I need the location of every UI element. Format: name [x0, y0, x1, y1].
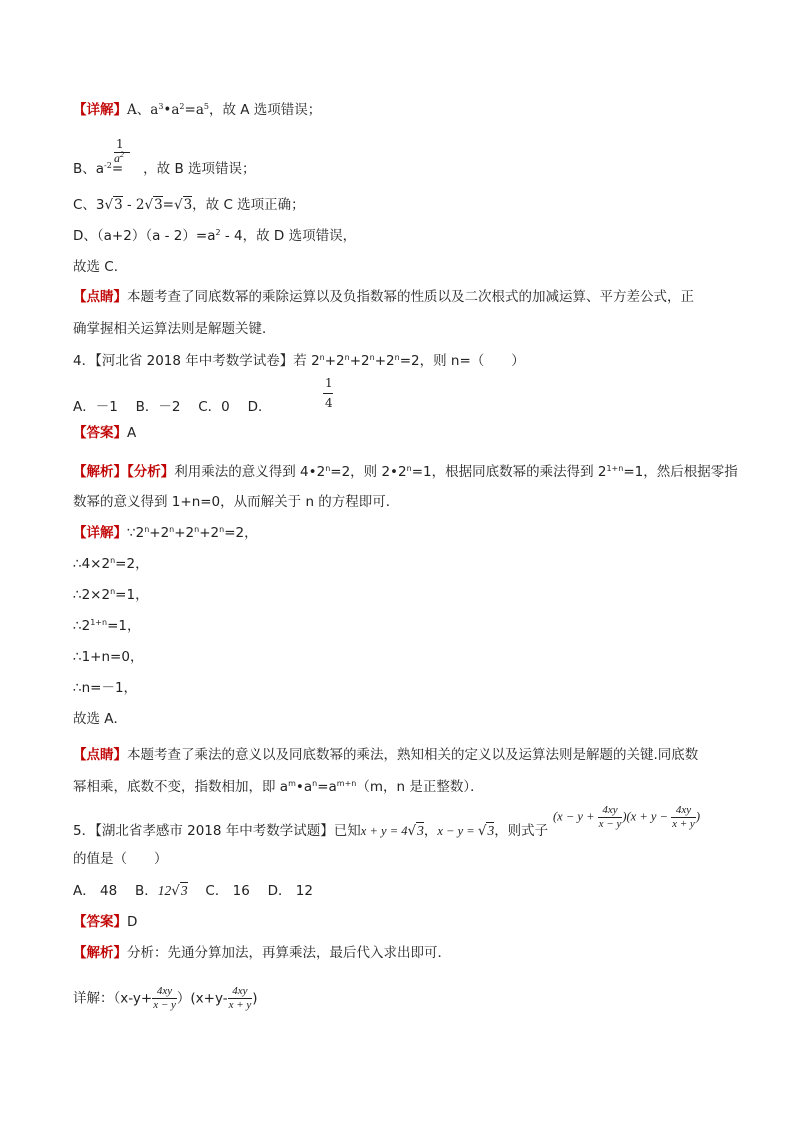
q5-title-line2: 的值是（ ） — [73, 851, 168, 867]
q5-title: 5．【湖北省孝感市 2018 年中考数学试题】已知x + y = 4√3，x − y = √3，则式子 — [73, 823, 549, 839]
q4-analysis-line1: 【解析】【分析】利用乘法的意义得到 $4•2^n=2$，则 $2•2^n=1$，根据同底数幂的乘法得到 $2^{1+n}=1$，然后根据零指 — [73, 464, 738, 480]
q4-options: A．－1 B．－2 C．0 D． — [73, 399, 272, 415]
analyze-tag: 【分析】 — [127, 464, 175, 480]
q5-detail: 详解：（x-y+ $\frac{4xy}{x - y}$ ）(x+y- $\frac{4xy}{x + y}$ ) — [73, 985, 258, 1011]
q5-answer: 【答案】D — [73, 914, 138, 930]
q4-step2: $\therefore 2\times 2^n=1$， — [73, 587, 149, 603]
answer-tag: 【答案】 — [73, 914, 127, 930]
q3-b-fraction-denominator: $a^2$ — [114, 150, 124, 165]
q4-title: 4．【河北省 2018 年中考数学试卷】若 $2^n+2^n+2^n+2^n=2$，则 n=（ ） — [73, 353, 525, 369]
detail-tag: 【详解】 — [73, 525, 127, 541]
q3-comment-line1: 【点睛】本题考查了同底数幂的乘除运算以及负指数幂的性质以及二次根式的加减运算、平方差公式，正 — [73, 289, 694, 305]
detail-tag: 【详解】 — [73, 102, 127, 118]
q3-option-d-detail: D、$(a+2)(a - 2)=a^2 - 4$，故 D 选项错误， — [73, 228, 357, 244]
q3-option-a-detail: 【详解】A、$a^3•a^2=a^5$，故 A 选项错误； — [73, 102, 322, 118]
analysis-tag: 【解析】 — [73, 945, 127, 961]
q5-expression: (x − y + $\frac{4xy}{x - y}$ )(x + y − $\frac{4xy}{x + y}$ ) — [553, 804, 700, 830]
q3-comment-line2: 确掌握相关运算法则是解题关键． — [73, 321, 276, 337]
q4-option-d-denominator: 4 — [325, 396, 333, 410]
q5-analysis: 【解析】分析：先通分算加法，再算乘法，最后代入求出即可． — [73, 945, 451, 961]
analysis-tag: 【解析】 — [73, 464, 127, 480]
q4-step1: $\therefore 4\times 2^n=2$， — [73, 556, 149, 572]
q4-choice: 故选 A． — [73, 711, 128, 727]
q4-comment-line2: 幂相乘，底数不变，指数相加，即 $a^m•a^n=a^{m+n}(m$，n 是正整数）． — [73, 779, 484, 795]
q4-step4: ∴1+n=0， — [73, 649, 144, 665]
q4-analysis-line2: 数幂的意义得到 1+n=0，从而解关于 n 的方程即可． — [73, 494, 400, 510]
q3-option-c-detail: C、3√3 - 2√3=√3，故 C 选项正确； — [73, 197, 305, 213]
q4-answer: 【答案】A — [73, 425, 137, 441]
q3-choice: 故选 C． — [73, 259, 128, 275]
q4-step5: ∴n=－1， — [73, 680, 138, 696]
comment-tag: 【点睛】 — [73, 747, 127, 763]
q5-options: A． 48 B．12√3 C． 16 D． 12 — [73, 883, 313, 899]
q3-option-b-detail: B、$a^{-2}=$ ，故 B 选项错误； — [73, 161, 256, 177]
answer-tag: 【答案】 — [73, 425, 127, 441]
q4-option-d-numerator: 1 — [325, 376, 333, 390]
comment-tag: 【点睛】 — [73, 289, 127, 305]
q4-comment-line1: 【点睛】本题考查了乘法的意义以及同底数幂的乘法，熟知相关的定义以及运算法则是解题的关键.同底数 — [73, 747, 699, 763]
fraction-bar — [323, 393, 333, 394]
q3-b-fraction-numerator: 1 — [116, 137, 124, 151]
q4-detail-line1: 【详解】$\because 2^n+2^n+2^n+2^n=2$， — [73, 525, 258, 541]
q4-step3: $\therefore 2^{1+n}=1$， — [73, 618, 141, 634]
